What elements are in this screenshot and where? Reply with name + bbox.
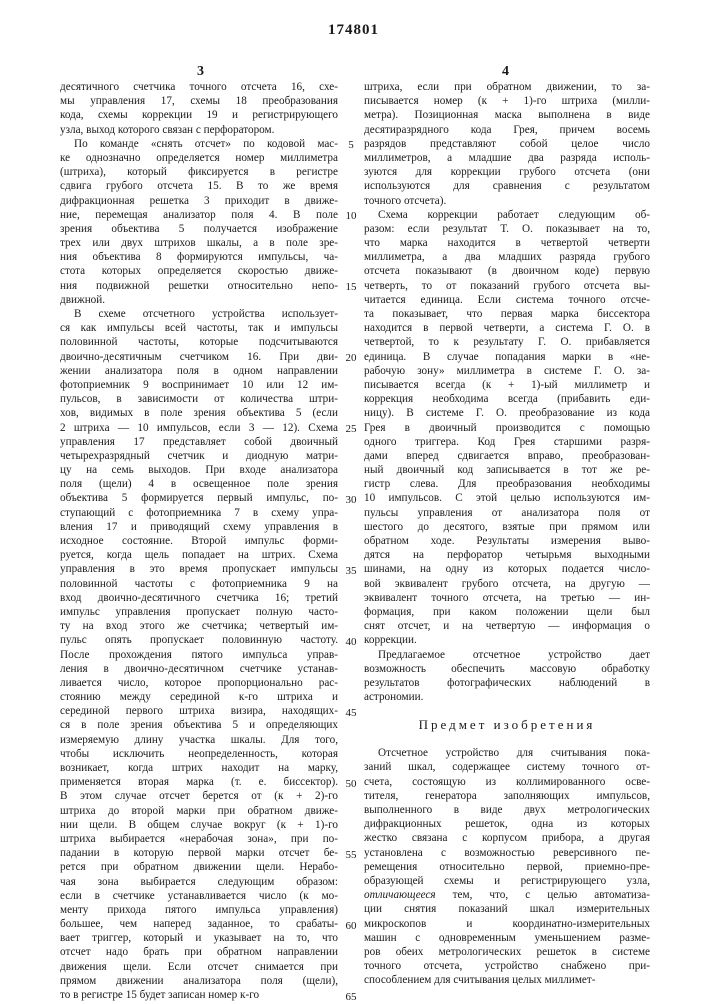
text-line: ступающий с фотоприемника 7 в схему упра- xyxy=(60,506,338,520)
text-line: штриха выбирается «нерабочая зона», при по- xyxy=(60,832,338,846)
left-column-number: 3 xyxy=(197,64,204,80)
text-line: серединой первого штриха визира, находящих- xyxy=(60,704,338,718)
text-line: 10 импульсов. С этой целью используются им- xyxy=(364,491,650,505)
text-line: применяется вторая марка (т. е. биссектор). xyxy=(60,775,338,789)
text-line: гистр слева. Для преобразования необходимы xyxy=(364,477,650,491)
text-line: десятичного счетчика точного отсчета 16, схе- xyxy=(60,80,338,94)
text-line: ся как импульсы всей частоты, так и импульсы xyxy=(60,321,338,335)
text-line: В этом случае отсчет берется от (к + 2)-го xyxy=(60,789,338,803)
text-line: установлена с возможностью реверсивного пе- xyxy=(364,846,650,860)
text-line: ния объектива 8 формируются импульсы, ча- xyxy=(60,250,338,264)
text-line: астрономии. xyxy=(364,690,650,704)
text-line: заний шкал, содержащее систему точного от- xyxy=(364,760,650,774)
line-number: 25 xyxy=(338,422,364,436)
text-line: зрения объектива 5 получается изображение xyxy=(60,222,338,236)
text-line: дами вперед сдвигается вправо, преобразован- xyxy=(364,449,650,463)
text-line: отсчета показывают (в двоичном коде) первую xyxy=(364,264,650,278)
text-line: та показывает, что первая марка биссектора xyxy=(364,307,650,321)
text-line: машин с одновременным уменьшением разме- xyxy=(364,931,650,945)
text-line: жении анализатора поля в одном направлении xyxy=(60,364,338,378)
text-line: снят отсчет, и на четвертую — информация о xyxy=(364,619,650,633)
text-line: (штриха), который фиксируется в регистре xyxy=(60,165,338,179)
text-line: то в регистре 15 будет записан номер к-го xyxy=(60,988,338,1002)
line-number: 50 xyxy=(338,777,364,791)
text-line: отличающееся тем, что, с целью автоматиза- xyxy=(364,888,650,902)
line-number: 5 xyxy=(338,138,364,152)
text-line: мы управления 17, схемы 18 преобразования xyxy=(60,94,338,108)
text-line: пульс опять пропускает половинную частоту. xyxy=(60,633,338,647)
line-number: 45 xyxy=(338,706,364,720)
text-line: цу на семь выходов. При входе анализатора xyxy=(60,463,338,477)
text-line: чтобы исключить неопределенность, которая xyxy=(60,747,338,761)
text-line: писывается номер (к + 1)-го штриха (милли- xyxy=(364,94,650,108)
text-line: управления 17 представляет собой двоичный xyxy=(60,435,338,449)
text-line: шестого до десятого, взятые при прямом или xyxy=(364,520,650,534)
text-line: хов, видимых в поле зрения объектива 5 (если xyxy=(60,406,338,420)
text-line: половинной частоты, которые подсчитываются xyxy=(60,335,338,349)
text-line: если в счетчике устанавливается число (к мо- xyxy=(60,889,338,903)
text-line: штриха до второй марки при обратном движе- xyxy=(60,804,338,818)
text-line: движной. xyxy=(60,293,338,307)
line-number: 35 xyxy=(338,564,364,578)
text-line: пульсы управления от анализатора поля от xyxy=(364,506,650,520)
text-line: управления в это время пропускает импульсы xyxy=(60,562,338,576)
text-line: используются для сравнения с результатом xyxy=(364,179,650,193)
patent-number: 174801 xyxy=(0,22,707,39)
text-line: измеряемую длину участка шкалы. Для того, xyxy=(60,733,338,747)
text-line: ния подвижной решетки относительно непо- xyxy=(60,279,338,293)
text-line: коррекции. xyxy=(364,633,650,647)
text-line: чая зона выбирается следующим образом: xyxy=(60,875,338,889)
text-line: стоянию между серединой к-го штриха и xyxy=(60,690,338,704)
text-line: фотоприемник 9 воспринимает 10 или 12 им- xyxy=(60,378,338,392)
text-line: объектива 5 формируется первый импульс, по- xyxy=(60,491,338,505)
text-line: четверть, то от показаний грубого отсчета вы- xyxy=(364,279,650,293)
text-line: Схема коррекции работает следующим об- xyxy=(364,208,650,222)
text-line: точного отсчета, устройство снабжено при- xyxy=(364,959,650,973)
text-line: тителя, генератора заполняющих импульсов, xyxy=(364,789,650,803)
line-number: 65 xyxy=(338,990,364,1004)
text-line: ления в двоично-десятичном счетчике устанав- xyxy=(60,662,338,676)
text-line: находится в первой четверти, а система Г. О. в xyxy=(364,321,650,335)
text-line: По команде «снять отсчет» по кодовой мас- xyxy=(60,137,338,151)
text-line: писывается всегда (к + 1)-ый миллиметр и xyxy=(364,378,650,392)
text-line: руется, когда щель попадает на штрих. Схема xyxy=(60,548,338,562)
text-line: способлением для считывания целых миллимет- xyxy=(364,973,650,987)
text-line: вой эквивалент грубого отсчета, на другую — xyxy=(364,577,650,591)
text-line: штриха, если при обратном движении, то за- xyxy=(364,80,650,94)
text-line: четырехразрядный счетчик и диодную матри- xyxy=(60,449,338,463)
text-line: возникает, когда штрих находит на марку, xyxy=(60,761,338,775)
text-line: обратном ходе. Результаты измерения выво- xyxy=(364,534,650,548)
text-line: двоично-десятичным счетчиком 16. При дви- xyxy=(60,350,338,364)
text-line: импульс управления пропускает полную часто- xyxy=(60,605,338,619)
text-line: узла, выход которого связан с перфоратором. xyxy=(60,123,338,137)
line-number: 10 xyxy=(338,209,364,223)
text-line: возможность обеспечить массовую обработку xyxy=(364,662,650,676)
text-line: жестко связана с корпусом прибора, а другая xyxy=(364,831,650,845)
text-line: менту прихода пятого импульса управления) xyxy=(60,903,338,917)
text-line: метра). Позиционная маска выполнена в виде xyxy=(364,108,650,122)
text-line: ние, перемещая анализатор поля 4. В поле xyxy=(60,208,338,222)
line-number: 15 xyxy=(338,280,364,294)
text-line: стота которых определяется скоростью движе- xyxy=(60,264,338,278)
text-line: образующей схемы и регистрирующего узла, xyxy=(364,874,650,888)
right-column-text xyxy=(364,80,650,987)
text-line: точного отсчета). xyxy=(364,194,650,208)
text-line: разрядов представляют собой целое число xyxy=(364,137,650,151)
text-line: дифракционная решетка 3 приходит в движе- xyxy=(60,194,338,208)
text-line: поля (щели) 4 в освещенное поле зрения xyxy=(60,477,338,491)
text-line: разом: если результат Т. О. показывает на то, xyxy=(364,222,650,236)
text-line: Отсчетное устройство для считывания пока- xyxy=(364,746,650,760)
text-line: десятиразрядного кода Грея, причем восемь xyxy=(364,123,650,137)
text-line: эквивалент точного отсчета, на третью — ин- xyxy=(364,591,650,605)
text-line: исходное состояние. Второй импульс форми- xyxy=(60,534,338,548)
text-line: большее, чем наперед заданное, то срабаты- xyxy=(60,917,338,931)
line-number: 40 xyxy=(338,635,364,649)
text-line: кода, схемы коррекции 19 и регистрирующего xyxy=(60,108,338,122)
line-number: 60 xyxy=(338,919,364,933)
text-line: ту на вход этого же счетчика; четвертый им- xyxy=(60,619,338,633)
text-line: нии щели. В общем случае вокруг (к + 1)-го xyxy=(60,818,338,832)
text-line: что марка находится в четвертой четверти xyxy=(364,236,650,250)
text-line: движения щели. Если отсчет снимается при xyxy=(60,960,338,974)
text-line: прямом движении анализатора поля (щели), xyxy=(60,974,338,988)
right-column-number: 4 xyxy=(502,64,509,80)
text-line: ный двоичный код записывается в тот же ре- xyxy=(364,463,650,477)
text-line: рется при обратном движении щели. Нерабо- xyxy=(60,860,338,874)
text-line: коррекция необходима всегда (прибавить еди- xyxy=(364,392,650,406)
line-number: 55 xyxy=(338,848,364,862)
line-number: 20 xyxy=(338,351,364,365)
text-line: единица. В случае попадания марки в «не- xyxy=(364,350,650,364)
text-line: формация, при каком положении щели был xyxy=(364,605,650,619)
text-line: миллиметров, а младшие два разряда исполь- xyxy=(364,151,650,165)
text-line: вления 17 и приводящий схему управления в xyxy=(60,520,338,534)
text-line: После прохождения пятого импульса управ- xyxy=(60,648,338,662)
text-line: отсчет надо брать при обратном направлении xyxy=(60,945,338,959)
text-line: ров обеих метрологических решеток в системе xyxy=(364,945,650,959)
text-line: дятся на перфоратор четырьмя выходными xyxy=(364,548,650,562)
text-line: вход двоично-десятичного счетчика 16; третий xyxy=(60,591,338,605)
text-line: ке однозначно определяется номер миллиметра xyxy=(60,151,338,165)
text-line: ции снятия показаний шкал измерительных xyxy=(364,902,650,916)
text-line: зуются для коррекции грубого отсчета (они xyxy=(364,165,650,179)
text-line: сдвига грубого отсчета 15. В то же время xyxy=(60,179,338,193)
text-line: одного триггера. Код Грея старшими разря- xyxy=(364,435,650,449)
text-line: вает триггер, который и указывает на то, что xyxy=(60,931,338,945)
text-line: выполненного в виде двух метрологических xyxy=(364,803,650,817)
text-line: Предлагаемое отсчетное устройство дает xyxy=(364,648,650,662)
text-line: ницу). В системе Г. О. преобразование из кода xyxy=(364,406,650,420)
line-number: 30 xyxy=(338,493,364,507)
text-line: Грея в двоичный производится с помощью xyxy=(364,421,650,435)
claims-heading: Предмет изобретения xyxy=(364,704,650,746)
text-line: половинной частоты с фотоприемника 9 на xyxy=(60,577,338,591)
left-column-text xyxy=(60,80,338,1002)
text-line: миллиметра, а два младших разряда грубого xyxy=(364,250,650,264)
text-line: шинами, на одну из которых подается число- xyxy=(364,562,650,576)
text-line: ся в поле зрения объектива 5 и определяющих xyxy=(60,718,338,732)
text-line: трех или двух штрихов шкалы, а в поле зре- xyxy=(60,236,338,250)
text-line: ремещения относительно первой, приемно-пре- xyxy=(364,860,650,874)
text-line: падании в которую первой марки отсчет бе- xyxy=(60,846,338,860)
text-line: пульсов, в зависимости от количества штри- xyxy=(60,392,338,406)
text-line: 2 штриха — 10 импульсов, если 3 — 12). Схема xyxy=(60,421,338,435)
text-line: рабочую зону» миллиметра в системе Г. О. за- xyxy=(364,364,650,378)
text-line: В схеме отсчетного устройства использует- xyxy=(60,307,338,321)
text-line: ливается число, которое пропорционально рас- xyxy=(60,676,338,690)
text-line: четвертой, то к результату Г. О. прибавляется xyxy=(364,335,650,349)
text-line: дифракционных решеток, одна из которых xyxy=(364,817,650,831)
text-line: счета, состоящую из коллимированного осве- xyxy=(364,775,650,789)
text-line: результатов фотографических наблюдений в xyxy=(364,676,650,690)
text-line: читается единица. Если система точного отсче- xyxy=(364,293,650,307)
text-line: микроскопов и координатно-измерительных xyxy=(364,917,650,931)
